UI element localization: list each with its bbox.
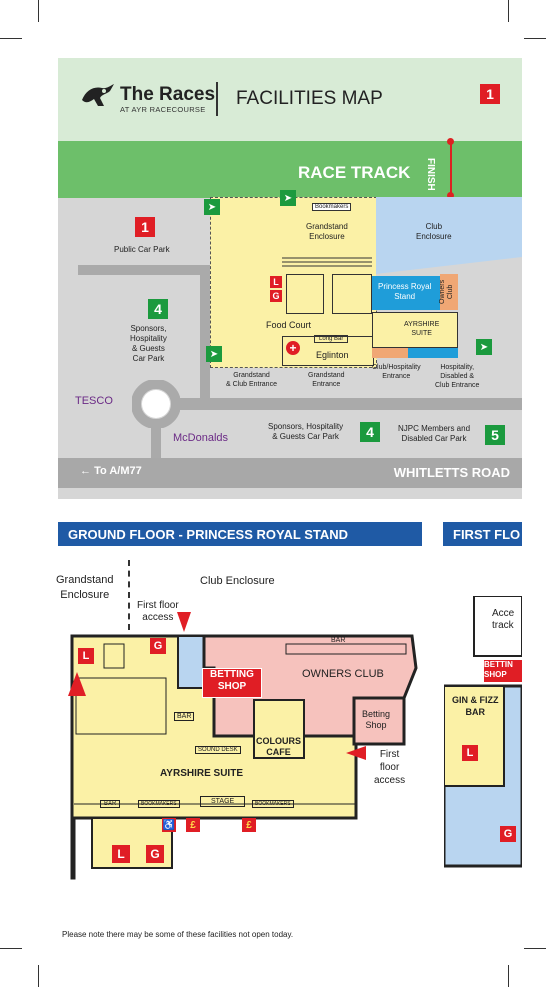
ff-gents-toilet: G: [500, 826, 516, 842]
ff-ladies-toilet: L: [462, 745, 478, 761]
exit-sign-icon: ➤: [206, 346, 222, 362]
roundabout: [132, 380, 180, 428]
crop-mark: [524, 38, 546, 39]
food-court-building: [286, 274, 324, 314]
brand-name: The Races: [120, 84, 216, 105]
mcdonalds-label: McDonalds: [173, 432, 229, 444]
race-track-label: RACE TRACK: [298, 163, 411, 182]
car-park-5-marker: 5: [485, 425, 505, 445]
finish-dot: [447, 138, 454, 145]
access-arrow-up-icon: [68, 672, 86, 696]
grandstand-entrance-label: Grandstand Entrance: [308, 372, 345, 388]
food-court-label: Food Court: [266, 320, 312, 330]
exit-sign-icon: ➤: [476, 339, 492, 355]
sponsors-car-park-marker: 4: [148, 299, 168, 319]
annex-building: [372, 348, 408, 358]
ayrshire-suite-label: AYRSHIRE SUITE: [404, 321, 440, 337]
grandstand-seating: [282, 256, 372, 270]
a77-direction: [80, 465, 142, 477]
ff-gin-fizz-bar: GIN & FIZZ BAR: [452, 695, 499, 717]
crop-mark: [38, 0, 39, 22]
gf-ayrshire-suite-label: AYRSHIRE SUITE: [160, 768, 243, 779]
crop-mark: [508, 965, 509, 987]
club-hospitality-entrance-label: Club/Hospitality Entrance: [372, 364, 421, 380]
gf-grandstand-enclosure-label: Grandstand Enclosure: [56, 574, 114, 601]
access-road: [151, 428, 161, 460]
map-header: [58, 58, 522, 141]
crop-mark: [508, 0, 509, 22]
gf-bar-top: BAR: [331, 637, 346, 644]
gf-ladies-toilet-bottom: L: [112, 845, 130, 863]
crop-mark: [0, 948, 22, 949]
access-road: [78, 265, 208, 275]
access-road: [200, 265, 210, 405]
car-park-4-marker: 4: [360, 422, 380, 442]
gf-betting-shop-small: Betting Shop: [362, 709, 391, 730]
gf-first-floor-access-top: First floor access: [137, 600, 179, 623]
grandstand-building: [332, 274, 372, 314]
tesco-label: TESCO: [75, 395, 113, 407]
owners-club-label: Owners Club: [439, 279, 454, 304]
header-divider: [216, 82, 218, 116]
first-floor-title: FIRST FLO: [443, 522, 522, 546]
exit-sign-icon: ➤: [204, 199, 220, 215]
long-bar-label: Long Bar: [314, 335, 348, 343]
bookmakers-label: Bookmakers: [312, 203, 351, 211]
enclosure-divider: [128, 560, 130, 630]
legend-marker-1: 1: [480, 84, 500, 104]
hospitality-disabled-entrance-label: Hospitality, Disabled & Club Entrance: [435, 364, 480, 389]
gf-bookmakers-left: BOOKMAKERS: [138, 800, 180, 808]
gf-sound-desk: SOUND DESK: [195, 746, 241, 754]
gf-bar-bottom: BAR: [100, 800, 120, 808]
gf-gents-toilet: G: [150, 638, 166, 654]
first-aid-icon: +: [286, 341, 300, 355]
ground-floor-title: GROUND FLOOR - PRINCESS ROYAL STAND: [58, 522, 422, 546]
footer-note: Please note there may be some of these facilities not open today.: [62, 930, 294, 939]
exit-sign-icon: ➤: [280, 190, 296, 206]
horse-logo-icon: [80, 82, 116, 108]
brand-subtitle: AT AYR RACECOURSE: [120, 105, 206, 114]
finish-label: FINISH: [425, 158, 436, 191]
grandstand-club-entrance-label: Grandstand & Club Entrance: [226, 372, 277, 388]
gf-gents-toilet-bottom: G: [146, 845, 164, 863]
a77-label: To A/M77: [94, 465, 142, 477]
access-arrow-left-icon: [346, 746, 366, 760]
eglinton-label: Eglinton: [316, 350, 349, 360]
crop-mark: [0, 38, 22, 39]
princess-royal-label: Princess Royal Stand: [378, 282, 432, 301]
accessible-toilet-icon: ♿: [162, 819, 176, 831]
gf-colours-cafe-label: COLOURS CAFE: [256, 736, 301, 757]
grandstand-enclosure-label: Grandstand Enclosure: [306, 222, 348, 241]
access-road: [176, 398, 522, 410]
gf-first-floor-access-right: First floor access: [374, 749, 406, 786]
annex-building: [408, 348, 458, 358]
map-title: FACILITIES MAP: [236, 88, 383, 109]
gents-toilet-marker: G: [270, 290, 282, 302]
sponsors-car-park-4-label: Sponsors, Hospitality & Guests Car Park: [268, 422, 344, 441]
left-arrow-icon: ←: [80, 465, 91, 477]
gf-betting-shop: BETTING SHOP: [202, 668, 262, 698]
gf-bookmakers-right: BOOKMAKERS: [252, 800, 294, 808]
ff-access-track: Acce track: [492, 608, 515, 631]
njpc-car-park-label: NJPC Members and Disabled Car Park: [398, 424, 471, 443]
public-car-park-marker: 1: [135, 217, 155, 237]
public-car-park-label: Public Car Park: [114, 245, 170, 254]
cash-point-icon: £: [186, 818, 200, 832]
cash-point-icon: £: [242, 818, 256, 832]
ff-betting-shop: BETTIN SHOP: [484, 660, 522, 682]
gf-owners-club-label: OWNERS CLUB: [302, 668, 384, 680]
crop-mark: [38, 965, 39, 987]
sponsors-car-park-label: Sponsors, Hospitality & Guests Car Park: [130, 324, 167, 363]
facilities-map: [58, 58, 522, 499]
club-enclosure-label: Club Enclosure: [416, 222, 452, 241]
gf-club-enclosure-label: Club Enclosure: [200, 575, 275, 587]
ladies-toilet-marker: L: [270, 276, 282, 288]
finish-line: [450, 141, 452, 198]
whitletts-road: [58, 458, 522, 488]
gf-stage: STAGE: [200, 796, 245, 807]
whitletts-road-label: WHITLETTS ROAD: [393, 465, 510, 480]
gf-bar-middle: BAR: [174, 712, 194, 721]
brand-logo: [80, 82, 216, 114]
crop-mark: [524, 948, 546, 949]
gf-ladies-toilet: L: [78, 648, 94, 664]
